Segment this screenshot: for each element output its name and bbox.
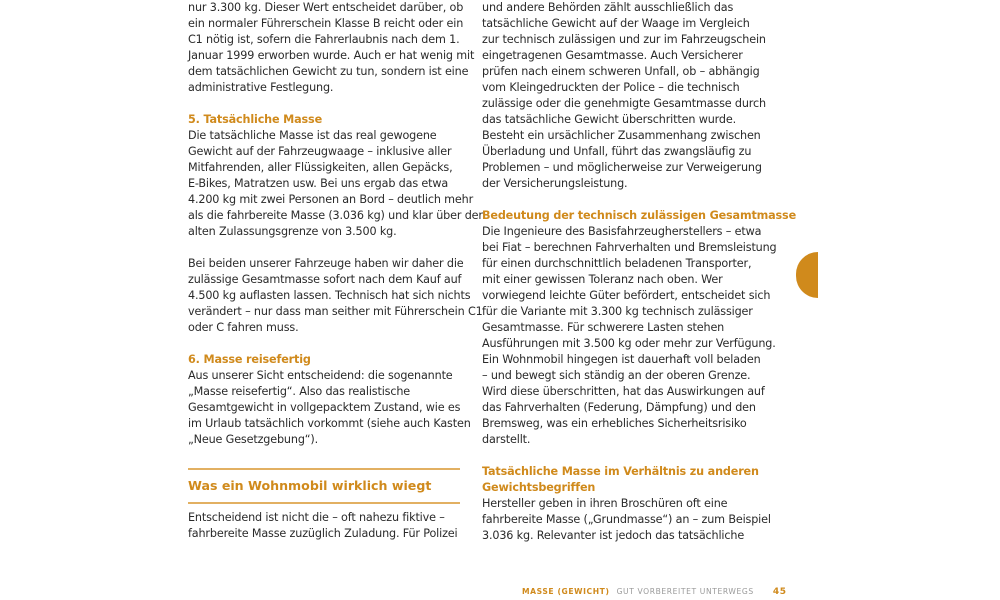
- text-line: verändert – nur dass man seither mit Führerschein C1: [188, 305, 483, 318]
- text-line: Aus unserer Sicht entscheidend: die sogenannte: [188, 369, 453, 382]
- text-line: 4.500 kg auflasten lassen. Technisch hat sich nichts: [188, 289, 471, 302]
- text-line: der Versicherungsleistung.: [482, 177, 628, 190]
- text-line: Gewichtsbegriffen: [482, 481, 596, 494]
- left-column: [188, 0, 483, 542]
- technical-mass-paragraph: [482, 224, 777, 448]
- text-line: Wird diese überschritten, hat das Auswirkungen auf: [482, 385, 765, 398]
- text-line: tatsächliche Gewicht auf der Waage im Vergleich: [482, 17, 750, 30]
- half-circle-tab-marker-icon: [796, 252, 818, 298]
- right-column: [482, 0, 797, 544]
- text-line: Tatsächliche Masse im Verhältnis zu anderen: [482, 465, 759, 478]
- text-line: Gewicht auf der Fahrzeugwaage – inklusive aller: [188, 145, 452, 158]
- section-6-heading: 6. Masse reisefertig: [188, 353, 311, 366]
- box-paragraph: [188, 510, 468, 542]
- text-line: fahrbereite Masse zuzüglich Zuladung. Für Polizei: [188, 527, 458, 540]
- text-line: prüfen nach einem schweren Unfall, ob – abhängig: [482, 65, 760, 78]
- text-line: als die fahrbereite Masse (3.036 kg) und klar über der: [188, 209, 483, 222]
- text-line: 4.200 kg mit zwei Personen an Bord – deutlich mehr: [188, 193, 474, 206]
- text-line: administrative Festlegung.: [188, 81, 334, 94]
- page-footer: [522, 587, 787, 597]
- text-line: fahrbereite Masse („Grundmasse“) an – zum Beispiel: [482, 513, 771, 526]
- text-line: Ausführungen mit 3.500 kg oder mehr zur Verfügung.: [482, 337, 776, 350]
- text-line: für einen durchschnittlich beladenen Transporter,: [482, 257, 752, 270]
- text-line: Bremsweg, was ein erhebliches Sicherheitsrisiko: [482, 417, 747, 430]
- section-5-heading: 5. Tatsächliche Masse: [188, 113, 323, 126]
- right-intro-paragraph: [482, 0, 767, 192]
- text-line: im Urlaub tatsächlich vorkommt (siehe auch Kasten: [188, 417, 471, 430]
- text-line: eingetragenen Gesamtmasse. Auch Versicherer: [482, 49, 743, 62]
- text-line: „Neue Gesetzgebung“).: [188, 433, 319, 446]
- text-line: das tatsächliche Gewicht überschritten wurde.: [482, 113, 736, 126]
- text-line: zulässige oder die genehmigte Gesamtmasse durch: [482, 97, 766, 110]
- text-line: ein normaler Führerschein Klasse B reicht oder ein: [188, 17, 464, 30]
- text-line: Besteht ein ursächlicher Zusammenhang zwischen: [482, 129, 761, 142]
- text-line: Hersteller geben in ihren Broschüren oft eine: [482, 497, 728, 510]
- ratio-heading: [482, 464, 767, 496]
- text-line: Gesamtgewicht in vollgepacktem Zustand, wie es: [188, 401, 461, 414]
- text-line: Bei beiden unserer Fahrzeuge haben wir daher die: [188, 257, 464, 270]
- technical-mass-heading: Bedeutung der technisch zulässigen Gesamtmasse: [482, 209, 797, 222]
- text-line: Gesamtmasse. Für schwerere Lasten stehen: [482, 321, 725, 334]
- footer-chapter-label: GUT VORBEREITET UNTERWEGS: [616, 587, 754, 596]
- section-5-paragraph-2: [188, 256, 483, 336]
- box-top-rule: [188, 468, 460, 470]
- text-line: nur 3.300 kg. Dieser Wert entscheidet darüber, ob: [188, 1, 464, 14]
- section-5-paragraph: [188, 128, 483, 240]
- text-line: Die tatsächliche Masse ist das real gewogene: [188, 129, 437, 142]
- text-line: für die Variante mit 3.300 kg technisch zulässiger: [482, 305, 753, 318]
- text-line: Entscheidend ist nicht die – oft nahezu fiktive –: [188, 511, 445, 524]
- text-line: und andere Behörden zählt ausschließlich das: [482, 1, 734, 14]
- text-line: Januar 1999 erworben wurde. Auch er hat wenig mit: [188, 49, 475, 62]
- text-line: mit einer gewissen Toleranz nach oben. Wer: [482, 273, 723, 286]
- text-line: 3.036 kg. Relevanter ist jedoch das tatsächliche: [482, 529, 745, 542]
- section-6-paragraph: [188, 368, 471, 448]
- text-line: C1 nötig ist, sofern die Fahrerlaubnis nach dem 1.: [188, 33, 460, 46]
- text-line: vom Kleingedruckten der Police – die technisch: [482, 81, 740, 94]
- text-line: vorwiegend leichte Güter befördert, entscheidet sich: [482, 289, 771, 302]
- text-line: bei Fiat – berechnen Fahrverhalten und Bremsleistung: [482, 241, 777, 254]
- text-line: Mitfahrenden, aller Flüssigkeiten, allen Gepäcks,: [188, 161, 453, 174]
- text-line: Problemen – und möglicherweise zur Verweigerung: [482, 161, 762, 174]
- text-line: dem tatsächlichen Gewicht zu tun, sondern ist eine: [188, 65, 469, 78]
- text-line: Ein Wohnmobil hingegen ist dauerhaft voll beladen: [482, 353, 761, 366]
- text-line: alten Zulassungsgrenze von 3.500 kg.: [188, 225, 397, 238]
- text-line: Die Ingenieure des Basisfahrzeugherstellers – etwa: [482, 225, 762, 238]
- text-line: E-Bikes, Matratzen usw. Bei uns ergab das etwa: [188, 177, 449, 190]
- text-line: „Masse reisefertig“. Also das realistische: [188, 385, 411, 398]
- page-number: 45: [772, 587, 787, 597]
- text-line: darstellt.: [482, 433, 531, 446]
- text-line: Überladung und Unfall, führt das zwangsläufig zu: [482, 145, 752, 158]
- text-line: das Fahrverhalten (Federung, Dämpfung) und den: [482, 401, 756, 414]
- text-line: – und bewegt sich ständig an der oberen Grenze.: [482, 369, 751, 382]
- text-line: oder C fahren muss.: [188, 321, 299, 334]
- text-line: zulässige Gesamtmasse sofort nach dem Kauf auf: [188, 273, 462, 286]
- footer-section-label: MASSE (GEWICHT): [522, 587, 610, 596]
- text-line: zur technisch zulässigen und zur im Fahrzeugschein: [482, 33, 766, 46]
- box-title: Was ein Wohnmobil wirklich wiegt: [188, 478, 432, 493]
- ratio-paragraph: [482, 496, 771, 544]
- intro-paragraph: [188, 0, 475, 96]
